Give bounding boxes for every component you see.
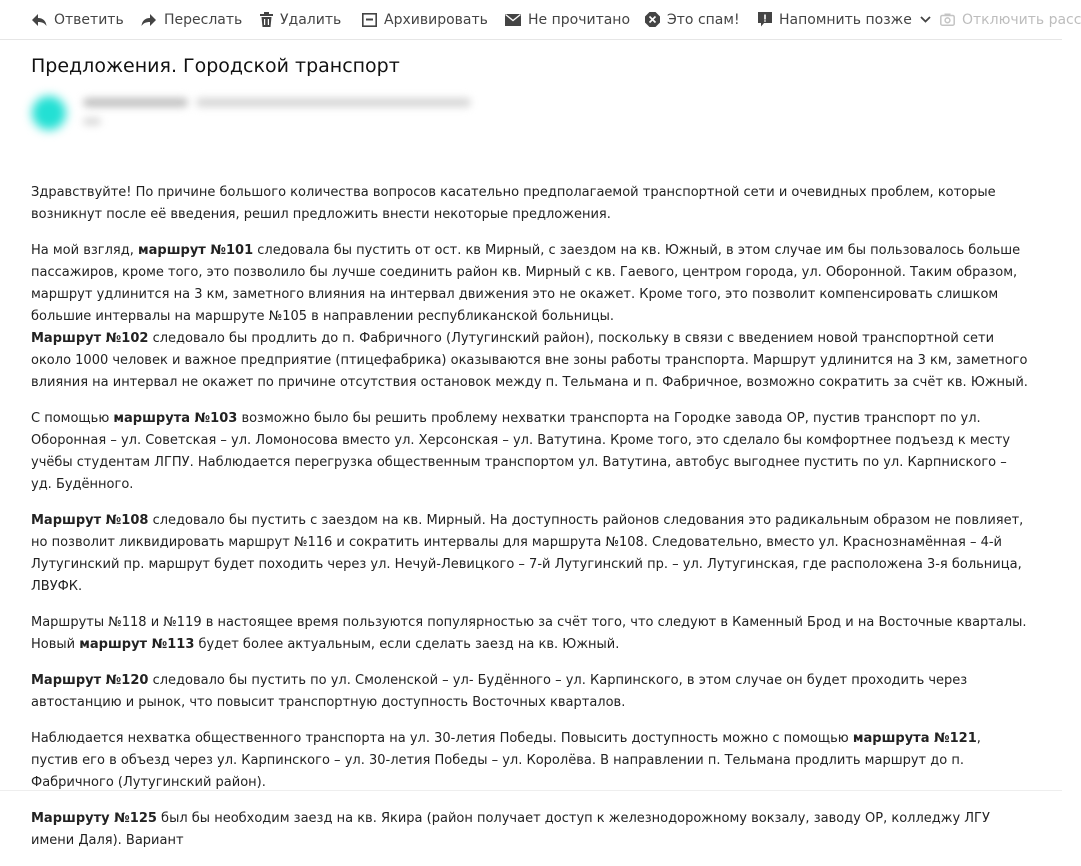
spam-label: Это спам! xyxy=(667,11,740,28)
paragraph-route-108: Маршрут №108 следовало бы пустить с заездом на кв. Мирный. На доступность районов следования это радикальным образом не повлияет, но позволит ликвидировать маршрут №116 и сократить интервалы для маршрута №108. Следовательно, вместо ул. Краснознамённая – 4-й Лутугинский пр. маршрут будет походить через ул. Нечуй-Левицкого – 7-й Лутугинский пр. – ул. Лутугинская, где расположена 3-я больница, ЛВУФК. xyxy=(31,513,1024,594)
reply-button[interactable] xyxy=(31,0,124,39)
route-102-label: Маршрут №102 xyxy=(31,331,149,346)
sender-email-blurred xyxy=(196,98,471,107)
remind-later-button[interactable] xyxy=(758,0,931,39)
archive-icon xyxy=(362,13,377,27)
message-toolbar xyxy=(0,0,1081,40)
forward-icon xyxy=(141,13,157,27)
delete-label: Удалить xyxy=(280,11,342,28)
paragraph-route-101: На мой взгляд, маршрут №101 следовала бы пустить от ост. кв Мирный, с заездом на кв. Южный, в этом случае им бы пользовалось больше пассажиров, кроме того, это позволило бы лучше соединить район кв. Мирный с кв. Гаевого, центром города, ул. Оборонной. Таким образом, маршрут удлинится на 3 км, заметного влияния на интервал движения это не окажет. Кроме того, это позволит компенсировать слишком большие интервалы на маршруте №105 в направлении республиканской больницы. xyxy=(31,243,1021,324)
forward-label: Переслать xyxy=(164,11,243,28)
bottom-divider xyxy=(0,790,1062,791)
archive-button[interactable] xyxy=(362,0,488,39)
camera-icon xyxy=(940,13,955,26)
paragraph-route-103: С помощью маршрута №103 возможно было бы решить проблему нехватки транспорта на Городке завода ОР, пустив транспорт по ул. Оборонная – ул. Советская – ул. Ломоносова вместо ул. Херсонская – ул. Ватутина. Кроме того, это сделало бы комфортнее подъезд к месту учёбы студентам ЛГПУ. Наблюдается перегрузка общественным транспортом ул. Ватутина, автобус выгоднее пустить по ул. Карпниского – уд. Будённого. xyxy=(31,411,1011,492)
route-101-label: маршрут №101 xyxy=(138,243,254,258)
unsubscribe-label: Отключить расс xyxy=(962,11,1081,28)
archive-label: Архивировать xyxy=(384,11,488,28)
paragraph-greeting: Здравствуйте! По причине большого количества вопросов касательно предполагаемой транспортной сети и очевидных проблем, которые возникнут после её введения, решил предложить внести некоторые предложения. xyxy=(31,185,996,222)
mark-unread-button[interactable] xyxy=(505,0,630,39)
sender-avatar xyxy=(32,96,66,130)
unsubscribe-button[interactable] xyxy=(940,0,1081,39)
email-body xyxy=(31,182,1031,866)
reply-label: Ответить xyxy=(54,11,124,28)
paragraph-route-120: Маршрут №120 следовало бы пустить по ул. Смоленской – ул- Будённого – ул. Карпинского, в этом случае он будет проходить через автостанцию и рынок, что повысит транспортную доступность Восточных кварталов. xyxy=(31,673,968,710)
paragraph-route-125: Маршруту №125 был бы необходим заезд на кв. Якира (район получает доступ к железнодорожному вокзалу, заводу ОР, колледжу ЛГУ имени Даля). Вариант xyxy=(31,811,990,848)
recipient-blurred xyxy=(83,118,101,125)
forward-button[interactable] xyxy=(141,0,242,39)
route-103-label: маршрута №103 xyxy=(113,411,238,426)
paragraph-route-121: Наблюдается нехватка общественного транспорта на ул. 30-летия Победы. Повысить доступность можно с помощью маршрута №121, пустив его в объезд через ул. Карпинского – ул. 30-летия Победы – ул. Королёва. В направлении п. Тельмана продлить маршрут до п. Фабричного (Лутугинский район). xyxy=(31,731,981,790)
route-113-label: маршрут №113 xyxy=(79,637,195,652)
route-121-label: маршрута №121 xyxy=(852,731,977,746)
chevron-down-icon xyxy=(920,16,931,23)
route-108-label: Маршрут №108 xyxy=(31,513,149,528)
reminder-flag-icon xyxy=(758,12,772,27)
route-120-label: Маршрут №120 xyxy=(31,673,149,688)
reply-icon xyxy=(31,13,47,27)
paragraph-route-102: Маршрут №102 следовало бы продлить до п. Фабричного (Лутугинский район), поскольку в связи с введением новой транспортной сети около 1000 человек и важное предприятие (птицефабрика) оказываются вне зоны работы транспорта. Маршрут удлинится на 3 км, заметного влияния на интервал не окажет по причине отсутствия остановок между п. Тельмана и п. Фабричное, возможно сократить за счёт кв. Южный. xyxy=(31,331,1028,390)
sender-info-blurred xyxy=(28,88,498,138)
remind-later-label: Напомнить позже xyxy=(779,11,912,28)
spam-button[interactable] xyxy=(645,0,740,39)
mark-unread-label: Не прочитано xyxy=(528,11,631,28)
delete-button[interactable] xyxy=(260,0,341,39)
route-125-label: Маршруту №125 xyxy=(31,811,157,826)
trash-icon xyxy=(260,12,273,27)
sender-name-blurred xyxy=(83,98,188,107)
paragraph-route-113: Маршруты №118 и №119 в настоящее время пользуются популярностью за счёт того, что следуют в Каменный Брод и на Восточные кварталы. Новый маршрут №113 будет более актуальным, если сделать заезд на кв. Южный. xyxy=(31,615,1027,652)
spam-icon xyxy=(645,12,660,27)
envelope-icon xyxy=(505,14,521,26)
email-subject: Предложения. Городской транспорт xyxy=(31,55,400,77)
